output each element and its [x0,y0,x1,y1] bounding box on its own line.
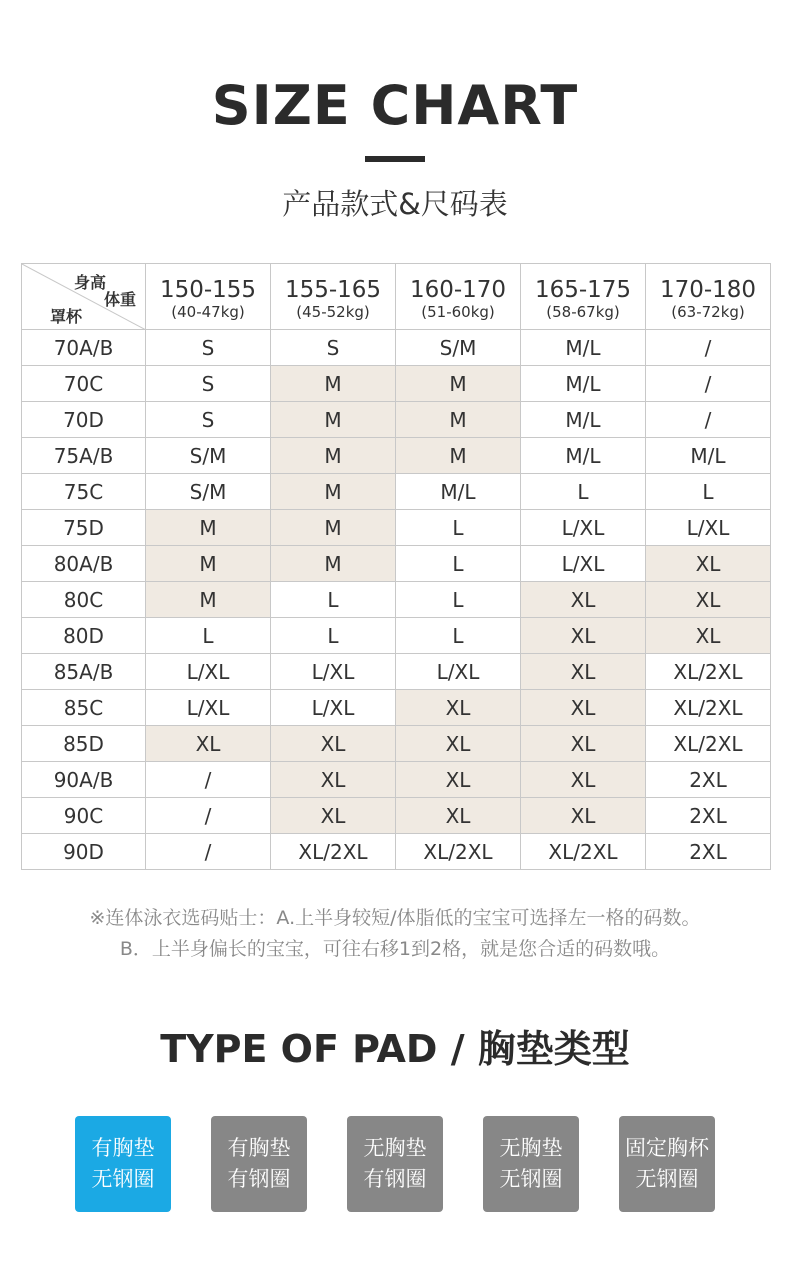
size-cell: 2XL [646,798,771,834]
pad-option-line2: 有钢圈 [227,1167,291,1191]
pad-option-line2: 无钢圈 [635,1167,699,1191]
size-cell: / [646,366,771,402]
cup-size-cell: 80A/B [22,546,146,582]
table-row [22,510,771,546]
cup-size-cell: 90C [22,798,146,834]
column-height: 155-165 [284,276,382,303]
pad-option-line1: 无胸垫 [499,1136,563,1160]
size-cell: L [396,582,521,618]
size-cell: XL/2XL [521,834,646,870]
size-cell: M/L [521,402,646,438]
table-row [22,762,771,798]
size-cell: M/L [646,438,771,474]
size-cell: / [646,330,771,366]
pad-option-unpadded-no-underwire[interactable] [483,1116,579,1212]
column-header [521,264,646,330]
cup-size-cell: 85A/B [22,654,146,690]
cup-size-cell: 70C [22,366,146,402]
size-cell: L/XL [146,690,271,726]
size-cell: S/M [146,474,271,510]
table-row [22,726,771,762]
size-cell: XL [521,582,646,618]
pad-option-fixed-cup-no-underwire[interactable] [619,1116,715,1212]
cup-size-cell: 90D [22,834,146,870]
size-cell: XL [396,726,521,762]
size-cell: XL [646,582,771,618]
size-cell: XL [396,798,521,834]
column-header [146,264,271,330]
size-cell: L [396,510,521,546]
pad-option-line1: 有胸垫 [227,1136,291,1160]
cup-size-cell: 75C [22,474,146,510]
cup-size-cell: 75A/B [22,438,146,474]
size-cell: M [146,510,271,546]
size-cell: XL/2XL [646,690,771,726]
size-cell: M/L [396,474,521,510]
table-row [22,834,771,870]
column-height: 165-175 [534,276,632,303]
size-cell: XL/2XL [646,726,771,762]
cup-size-cell: 85C [22,690,146,726]
size-cell: S/M [146,438,271,474]
sizing-tip-line-1: ※连体泳衣选码贴士：A.上半身较短/体脂低的宝宝可选择左一格的码数。 [89,907,701,929]
column-weight: (58-67kg) [546,302,620,321]
size-chart-table [21,263,771,870]
size-cell: L/XL [271,654,396,690]
size-cell: M [396,366,521,402]
size-cell: S [271,330,396,366]
pad-option-line1: 无胸垫 [363,1136,427,1160]
table-row [22,402,771,438]
size-cell: S [146,402,271,438]
size-cell: XL [521,618,646,654]
size-cell: / [146,834,271,870]
pad-option-padded-no-underwire[interactable] [75,1116,171,1212]
size-cell: XL [271,762,396,798]
table-row [22,474,771,510]
sizing-tip-line-2: B．上半身偏长的宝宝，可往右移1到2格，就是您合适的码数哦。 [119,938,671,960]
table-row [22,654,771,690]
size-cell: S/M [396,330,521,366]
size-cell: L [646,474,771,510]
column-header [646,264,771,330]
size-cell: / [146,798,271,834]
corner-weight-label: 体重 [104,290,137,309]
cup-size-cell: 80D [22,618,146,654]
size-cell: L/XL [646,510,771,546]
size-cell: L/XL [521,510,646,546]
page-subtitle: 产品款式&尺码表 [282,187,508,221]
size-cell: XL [521,654,646,690]
table-header-row [22,264,771,330]
size-cell: M [146,582,271,618]
table-row [22,690,771,726]
size-cell: 2XL [646,762,771,798]
cup-size-cell: 90A/B [22,762,146,798]
size-cell: L/XL [271,690,396,726]
size-cell: L/XL [396,654,521,690]
column-weight: (45-52kg) [296,302,370,321]
column-header [396,264,521,330]
pad-option-line2: 无钢圈 [91,1167,155,1191]
size-cell: L/XL [146,654,271,690]
size-cell: XL [271,798,396,834]
column-header [271,264,396,330]
size-cell: XL [521,726,646,762]
cup-size-cell: 85D [22,726,146,762]
size-cell: L [396,618,521,654]
column-height: 170-180 [659,276,757,303]
table-row [22,798,771,834]
size-cell: L [271,582,396,618]
size-cell: S [146,330,271,366]
column-weight: (40-47kg) [171,302,245,321]
size-cell: M [396,402,521,438]
pad-option-line1: 固定胸杯 [625,1136,709,1160]
size-cell: XL [646,546,771,582]
size-cell: M [146,546,271,582]
size-cell: M [271,510,396,546]
pad-option-unpadded-underwire[interactable] [347,1116,443,1212]
pad-option-line2: 有钢圈 [363,1167,427,1191]
size-cell: XL/2XL [646,654,771,690]
size-cell: XL [521,762,646,798]
size-cell: L [396,546,521,582]
size-cell: XL [646,618,771,654]
table-row [22,330,771,366]
cup-size-cell: 80C [22,582,146,618]
size-cell: XL/2XL [396,834,521,870]
corner-header-cell [22,264,146,330]
pad-option-padded-underwire[interactable] [211,1116,307,1212]
column-height: 160-170 [409,276,507,303]
cup-size-cell: 70D [22,402,146,438]
size-cell: S [146,366,271,402]
corner-cup-label: 罩杯 [50,307,83,326]
pad-option-line1: 有胸垫 [91,1136,155,1160]
table-row [22,582,771,618]
page-title: SIZE CHART [211,74,579,137]
size-cell: L/XL [521,546,646,582]
table-body [22,330,771,870]
cup-size-cell: 70A/B [22,330,146,366]
size-cell: M [271,438,396,474]
size-cell: L [521,474,646,510]
size-cell: M [271,402,396,438]
size-cell: M [396,438,521,474]
size-cell: / [146,762,271,798]
pad-type-title: TYPE OF PAD / 胸垫类型 [160,1027,630,1071]
size-cell: L [271,618,396,654]
size-cell: XL [521,690,646,726]
size-cell: XL [521,798,646,834]
corner-height-label: 身高 [74,273,107,292]
size-cell: L [146,618,271,654]
size-cell: XL [396,762,521,798]
table-row [22,438,771,474]
cup-size-cell: 75D [22,510,146,546]
column-weight: (51-60kg) [421,302,495,321]
size-cell: XL [396,690,521,726]
size-cell: M [271,366,396,402]
title-divider [365,156,425,162]
size-cell: 2XL [646,834,771,870]
table-row [22,366,771,402]
column-height: 150-155 [159,276,257,303]
size-cell: M [271,474,396,510]
size-cell: M [271,546,396,582]
size-cell: M/L [521,366,646,402]
size-cell: XL [271,726,396,762]
size-cell: / [646,402,771,438]
pad-option-line2: 无钢圈 [499,1167,563,1191]
table-row [22,618,771,654]
size-cell: XL [146,726,271,762]
table-row [22,546,771,582]
column-weight: (63-72kg) [671,302,745,321]
size-cell: M/L [521,330,646,366]
size-cell: XL/2XL [271,834,396,870]
size-cell: M/L [521,438,646,474]
